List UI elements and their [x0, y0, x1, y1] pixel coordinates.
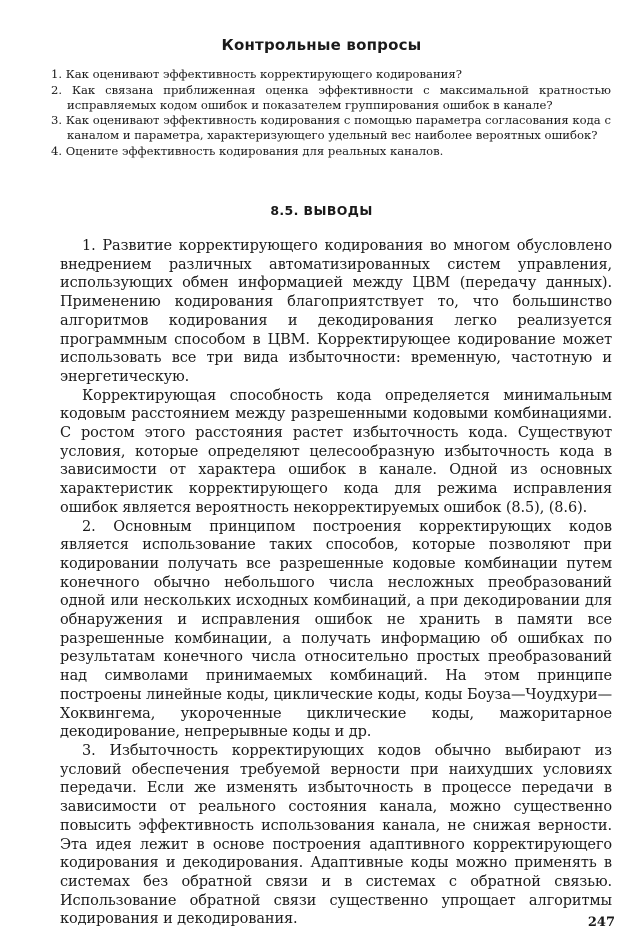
- paragraph: 2. Основным принципом построения корректирующих кодов является использование таких способов, которые позволяют при кодировании получать все разрешенные кодовые комбинации путем конечного обычно небольшого числа несложных преобразований одной или нескольких исходных комбинаций, а при декодировании для обнаружения и исправления ошибок не хранить в памяти все разрешенные комбинации, а получать информацию об ошибках по результатам конечного числа относительно простых преобразований над символами принимаемых комбинаций. На этом принципе построены линейные коды, циклические коды, коды Боуза—Чоудхури—Хоквингема, укороченные циклические коды, мажоритарное декодирование, непрерывные коды и др.: [60, 518, 612, 741]
- section-heading: 8.5. ВЫВОДЫ: [270, 203, 373, 218]
- paragraph: 3. Избыточность корректирующих кодов обычно выбирают из условий обеспечения требуемой верности при наихудших условиях передачи. Если же изменять избыточность в процессе передачи в зависимости от реального состояния канала, можно существенно повысить эффективность использования канала, не снижая верности. Эта идея лежит в основе построения адаптивного корректирующего кодирования и декодирования. Адаптивные коды можно применять в системах без обратной связи и в системах с обратной связью. Использование обратной связи существенно упрощает алгоритмы кодирования и декодирования.: [60, 742, 612, 928]
- question-item: 3. Как оценивают эффективность кодирования с помощью параметра согласования кода с каналом и параметра, характеризующего удельный вес наиболее вероятных ошибок?: [51, 113, 611, 143]
- section-body: [60, 237, 612, 929]
- questions-list: [51, 67, 611, 160]
- page-number: 247: [587, 915, 615, 930]
- question-item: 4. Оцените эффективность кодирования для реальных каналов.: [51, 143, 444, 158]
- paragraph: Корректирующая способность кода определяется минимальным кодовым расстоянием между разрешенными кодовыми комбинациями. С ростом этого расстояния растет избыточность кода. Существуют условия, которые определяют целесообразную избыточность кода в зависимости от характера ошибок в канале. Одной из основных характеристик корректирующего кода для режима исправления ошибок является вероятность некорректируемых ошибок (8.5), (8.6).: [60, 387, 612, 516]
- questions-heading: Контрольные вопросы: [221, 36, 422, 54]
- question-item: 2. Как связана приближенная оценка эффективности с максимальной кратностью исправляемых кодом ошибок и показателем группирования ошибок в канале?: [51, 82, 611, 112]
- paragraph: 1. Развитие корректирующего кодирования во многом обусловлено внедрением различных автоматизированных систем управления, использующих обмен информацией между ЦВМ (передачу данных). Применению кодирования благоприятствует то, что большинство алгоритмов кодирования и декодирования легко реализуется программным способом в ЦВМ. Корректирующее кодирование может использовать все три вида избыточности: временную, частотную и энергетическую.: [60, 238, 612, 385]
- question-item: 1. Как оценивают эффективность корректирующего кодирования?: [51, 67, 462, 81]
